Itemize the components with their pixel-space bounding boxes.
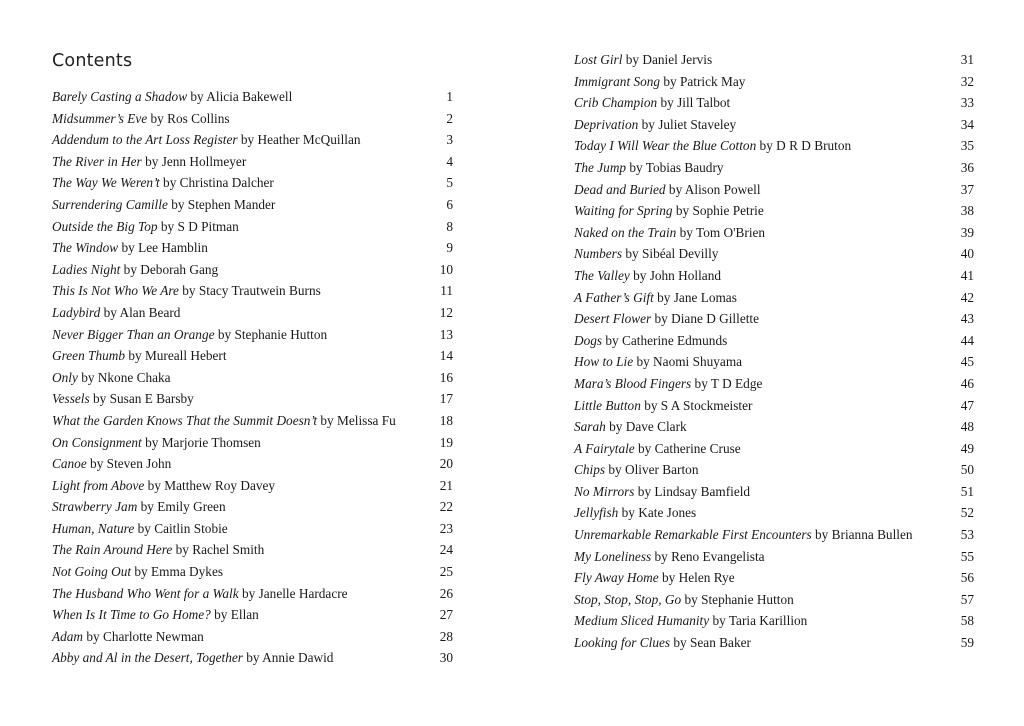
contents-entry: [574, 265, 974, 287]
story-author: by John Holland: [633, 267, 721, 283]
story-author: by S D Pitman: [160, 218, 239, 234]
contents-entry: [574, 287, 974, 309]
story-title: Looking for Clues: [574, 635, 671, 651]
entry-text: [52, 475, 275, 497]
page-number: 50: [960, 462, 974, 478]
contents-entry: [52, 388, 452, 410]
page-number: 32: [960, 73, 974, 89]
contents-entry: [574, 157, 974, 179]
contents-entry: [52, 604, 452, 626]
story-author: by T D Edge: [694, 375, 763, 391]
story-author: by Oliver Barton: [608, 462, 699, 478]
page-number: 49: [960, 440, 974, 456]
story-title: Today I Will Wear the Blue Cotton: [574, 138, 757, 154]
page-number: 35: [960, 138, 974, 154]
story-author: by Janelle Hardacre: [241, 585, 348, 601]
entry-text: [574, 71, 745, 93]
page-number: 37: [960, 181, 974, 197]
contents-entry: [574, 610, 974, 632]
story-title: Dogs: [574, 332, 603, 348]
story-title: Crib Champion: [574, 95, 658, 111]
story-title: The River in Her: [52, 153, 142, 169]
contents-entry: [52, 129, 452, 151]
story-author: by Alicia Bakewell: [190, 89, 293, 104]
page-number: 13: [439, 326, 453, 342]
contents-entry: [52, 453, 452, 475]
entry-text: [574, 200, 764, 222]
story-title: The Rain Around Here: [52, 542, 173, 558]
story-author: by Charlotte Newman: [86, 628, 204, 644]
story-author: by Stacy Trautwein Burns: [182, 283, 321, 299]
contents-entry: [574, 373, 974, 395]
story-author: by Lee Hamblin: [121, 240, 208, 256]
page-number: 52: [960, 505, 974, 521]
page-number: 43: [960, 311, 974, 327]
contents-entry: [574, 416, 974, 438]
entry-text: [52, 561, 223, 583]
contents-entry: [52, 410, 452, 432]
entry-text: [574, 135, 851, 157]
entry-text: [574, 502, 696, 524]
page-number: 34: [960, 116, 974, 132]
story-author: by Nkone Chaka: [81, 369, 171, 385]
story-author: by Alan Beard: [103, 304, 181, 320]
contents-entry: [574, 243, 974, 265]
story-title: Unremarkable Remarkable First Encounters: [574, 527, 812, 543]
entry-text: [52, 496, 226, 518]
story-title: Human, Nature: [52, 520, 135, 536]
page-number: 22: [439, 499, 453, 515]
story-title: Chips: [574, 462, 606, 478]
story-author: by Caitlin Stobie: [137, 520, 228, 536]
entry-text: [52, 302, 180, 324]
page-number: 25: [439, 564, 453, 580]
contents-list-right: [574, 49, 974, 654]
story-title: Vessels: [52, 391, 90, 407]
page-number: 3: [446, 132, 453, 148]
entry-text: [574, 179, 761, 201]
page-number: 24: [439, 542, 453, 558]
contents-entry: [52, 583, 452, 605]
entry-text: [52, 647, 333, 669]
contents-entry: [52, 172, 452, 194]
page-number: 38: [960, 203, 974, 219]
entry-text: [574, 481, 750, 503]
entry-text: [52, 151, 246, 173]
page-number: 28: [439, 628, 453, 644]
story-title: Medium Sliced Humanity: [574, 613, 710, 629]
entry-text: [52, 259, 218, 281]
page-number: 10: [439, 261, 453, 277]
page-number: 20: [439, 456, 453, 472]
story-title: Naked on the Train: [574, 224, 677, 240]
entry-text: [52, 604, 259, 626]
story-title: Adam: [52, 628, 84, 644]
entry-text: [52, 388, 194, 410]
contents-entry: [574, 351, 974, 373]
story-author: by Annie Dawid: [246, 650, 334, 666]
contents-entry: [52, 280, 452, 302]
contents-entry: [574, 589, 974, 611]
page-number: 4: [446, 153, 453, 169]
story-author: by Alison Powell: [668, 181, 761, 197]
entry-text: [574, 459, 698, 481]
story-author: by Jenn Hollmeyer: [145, 153, 247, 169]
story-author: by Sean Baker: [673, 635, 751, 651]
story-author: by D R D Bruton: [759, 138, 852, 154]
contents-entry: [52, 237, 452, 259]
story-author: by Patrick May: [663, 73, 746, 89]
page-number: 53: [960, 527, 974, 543]
story-title: Strawberry Jam: [52, 499, 138, 515]
contents-entry: [574, 114, 974, 136]
story-author: by Jill Talbot: [660, 95, 731, 111]
story-author: by Sibéal Devilly: [625, 246, 719, 262]
contents-list-left: [52, 86, 452, 669]
story-title: No Mirrors: [574, 483, 635, 499]
entry-text: [574, 330, 727, 352]
entry-text: [52, 345, 227, 367]
entry-text: [52, 280, 321, 302]
contents-entry: [52, 194, 452, 216]
page-number: 1: [446, 89, 453, 104]
entry-text: [574, 308, 759, 330]
page-number: 27: [439, 607, 453, 623]
contents-entry: [574, 330, 974, 352]
entry-text: [574, 567, 735, 589]
contents-entry: [52, 561, 452, 583]
page-number: 47: [960, 397, 974, 413]
entry-text: [574, 395, 752, 417]
story-author: by Naomi Shuyama: [636, 354, 743, 370]
entry-text: [574, 632, 751, 654]
page-number: 56: [960, 570, 974, 586]
story-title: A Father’s Gift: [574, 289, 654, 305]
page-number: 9: [446, 240, 453, 256]
entry-text: [574, 373, 762, 395]
entry-text: [574, 416, 687, 438]
contents-entry: [52, 259, 452, 281]
contents-entry: [52, 345, 452, 367]
story-author: by Rachel Smith: [175, 542, 265, 558]
entry-text: [52, 518, 228, 540]
story-author: by Catherine Cruse: [638, 440, 741, 456]
entry-text: [52, 194, 275, 216]
story-title: Ladies Night: [52, 261, 121, 277]
entry-text: [574, 243, 718, 265]
story-title: Little Button: [574, 397, 641, 413]
page-number: 55: [960, 548, 974, 564]
page-number: 14: [439, 348, 453, 364]
contents-entry: [52, 302, 452, 324]
entry-text: [52, 129, 361, 151]
story-title: Outside the Big Top: [52, 218, 158, 234]
entry-text: [52, 539, 264, 561]
entry-text: [52, 108, 230, 130]
contents-entry: [52, 475, 452, 497]
page-number: 40: [960, 246, 974, 262]
story-author: by Deborah Gang: [123, 261, 219, 277]
story-title: What the Garden Knows That the Summit Doesn’t: [52, 412, 318, 428]
story-author: by Emma Dykes: [134, 564, 224, 580]
contents-entry: [574, 502, 974, 524]
entry-text: [52, 626, 204, 648]
story-title: Mara’s Blood Fingers: [574, 375, 692, 391]
story-title: Canoe: [52, 456, 87, 472]
story-author: by Reno Evangelista: [654, 548, 765, 564]
page-number: 58: [960, 613, 974, 629]
page-number: 31: [960, 52, 974, 67]
page-title: Contents: [52, 51, 133, 71]
story-author: by Juliet Staveley: [641, 116, 737, 132]
page-number: 46: [960, 375, 974, 391]
page-number: 21: [439, 477, 453, 493]
contents-entry: [574, 92, 974, 114]
contents-entry: [574, 459, 974, 481]
story-title: The Window: [52, 240, 119, 256]
story-author: by Mureall Hebert: [128, 348, 227, 364]
story-author: by Daniel Jervis: [625, 52, 713, 67]
story-title: Barely Casting a Shadow: [52, 89, 188, 104]
page-number: 18: [439, 412, 453, 428]
contents-entry: [52, 518, 452, 540]
page-number: 6: [446, 196, 453, 212]
entry-text: [52, 583, 348, 605]
story-title: Green Thumb: [52, 348, 126, 364]
story-author: by Ros Collins: [150, 110, 230, 126]
story-author: by Diane D Gillette: [654, 311, 760, 327]
story-title: This Is Not Who We Are: [52, 283, 179, 299]
story-title: Addendum to the Art Loss Register: [52, 132, 238, 148]
page-number: 16: [439, 369, 453, 385]
entry-text: [574, 351, 742, 373]
page-number: 41: [960, 267, 974, 283]
page-number: 11: [440, 283, 453, 299]
entry-text: [574, 157, 724, 179]
contents-entry: [574, 200, 974, 222]
story-author: by Stephen Mander: [171, 196, 276, 212]
story-author: by Matthew Roy Davey: [147, 477, 276, 493]
contents-entry: [574, 438, 974, 460]
contents-entry: [52, 539, 452, 561]
entry-text: [574, 524, 913, 546]
entry-text: [52, 453, 171, 475]
story-title: Jellyfish: [574, 505, 619, 521]
story-title: Waiting for Spring: [574, 203, 673, 219]
story-title: Sarah: [574, 419, 606, 435]
story-title: The Jump: [574, 159, 627, 175]
contents-entry: [52, 432, 452, 454]
entry-text: [574, 546, 765, 568]
story-author: by Christina Dalcher: [163, 175, 274, 191]
story-title: The Valley: [574, 267, 630, 283]
story-title: Desert Flower: [574, 311, 652, 327]
page-number: 48: [960, 419, 974, 435]
contents-entry: [574, 308, 974, 330]
contents-entry: [52, 151, 452, 173]
story-title: Lost Girl: [574, 52, 623, 67]
story-title: Dead and Buried: [574, 181, 666, 197]
contents-entry: [574, 524, 974, 546]
story-author: by Heather McQuillan: [240, 132, 361, 148]
page-number: 44: [960, 332, 974, 348]
entry-text: [574, 92, 730, 114]
story-author: by Catherine Edmunds: [605, 332, 728, 348]
story-author: by Steven John: [90, 456, 172, 472]
contents-entry: [52, 367, 452, 389]
entry-text: [574, 49, 712, 71]
story-title: Surrendering Camille: [52, 196, 168, 212]
contents-entry: [52, 86, 452, 108]
page-number: 42: [960, 289, 974, 305]
story-title: When Is It Time to Go Home?: [52, 607, 211, 623]
story-author: by Tom O'Brien: [679, 224, 766, 240]
page-number: 33: [960, 95, 974, 111]
contents-entry: [574, 395, 974, 417]
story-author: by Stephanie Hutton: [684, 591, 794, 607]
entry-text: [52, 216, 239, 238]
page-number: 2: [446, 110, 453, 126]
contents-entry: [52, 108, 452, 130]
contents-entry: [52, 324, 452, 346]
contents-entry: [52, 647, 452, 669]
story-title: Midsummer’s Eve: [52, 110, 148, 126]
contents-entry: [574, 179, 974, 201]
story-title: Stop, Stop, Stop, Go: [574, 591, 682, 607]
story-title: The Husband Who Went for a Walk: [52, 585, 239, 601]
page-number: 17: [439, 391, 453, 407]
story-author: by Kate Jones: [621, 505, 697, 521]
story-author: by Dave Clark: [609, 419, 687, 435]
entry-text: [574, 438, 741, 460]
story-title: A Fairytale: [574, 440, 635, 456]
page-number: 57: [960, 591, 974, 607]
entry-text: [574, 222, 765, 244]
contents-entry: [52, 626, 452, 648]
entry-text: [52, 172, 274, 194]
story-author: by Emily Green: [140, 499, 226, 515]
story-title: Immigrant Song: [574, 73, 661, 89]
page-number: 36: [960, 159, 974, 175]
page-number: 8: [446, 218, 453, 234]
contents-entry: [574, 481, 974, 503]
story-title: The Way We Weren’t: [52, 175, 160, 191]
story-author: by Tobias Baudry: [629, 159, 724, 175]
page-number: 12: [439, 304, 453, 320]
contents-entry: [52, 216, 452, 238]
story-author: by Susan E Barsby: [93, 391, 194, 407]
story-title: Only: [52, 369, 78, 385]
contents-entry: [574, 49, 974, 71]
contents-entry: [574, 135, 974, 157]
story-title: Never Bigger Than an Orange: [52, 326, 215, 342]
contents-entry: [574, 71, 974, 93]
entry-text: [52, 432, 261, 454]
story-title: How to Lie: [574, 354, 634, 370]
page-number: 19: [439, 434, 453, 450]
story-title: Not Going Out: [52, 564, 132, 580]
story-title: On Consignment: [52, 434, 142, 450]
entry-text: [52, 367, 171, 389]
entry-text: [574, 589, 794, 611]
entry-text: [52, 324, 327, 346]
story-title: Numbers: [574, 246, 623, 262]
page-number: 59: [960, 635, 974, 651]
story-author: by Stephanie Hutton: [217, 326, 328, 342]
story-author: by Marjorie Thomsen: [145, 434, 261, 450]
story-author: by Taria Karillion: [712, 613, 808, 629]
page-number: 51: [960, 483, 974, 499]
story-title: Abby and Al in the Desert, Together: [52, 650, 243, 666]
story-author: by Brianna Bullen: [815, 527, 913, 543]
entry-text: [52, 237, 208, 259]
page-number: 26: [439, 585, 453, 601]
story-author: by Lindsay Bamfield: [637, 483, 751, 499]
page-number: 5: [446, 175, 453, 191]
page-number: 45: [960, 354, 974, 370]
page-number: 23: [439, 520, 453, 536]
story-title: Fly Away Home: [574, 570, 659, 586]
story-title: Light from Above: [52, 477, 145, 493]
entry-text: [574, 287, 737, 309]
story-author: by Ellan: [214, 607, 259, 623]
story-author: by Helen Rye: [662, 570, 735, 586]
page-number: 30: [439, 650, 453, 666]
entry-text: [52, 86, 292, 108]
contents-entry: [574, 567, 974, 589]
contents-entry: [574, 222, 974, 244]
entry-text: [574, 610, 807, 632]
page-number: 39: [960, 224, 974, 240]
story-author: by Melissa Fu: [320, 412, 396, 428]
contents-entry: [52, 496, 452, 518]
entry-text: [52, 410, 396, 432]
contents-entry: [574, 632, 974, 654]
story-author: by Jane Lomas: [657, 289, 737, 305]
contents-entry: [574, 546, 974, 568]
story-author: by S A Stockmeister: [644, 397, 753, 413]
entry-text: [574, 114, 736, 136]
story-author: by Sophie Petrie: [675, 203, 764, 219]
story-title: Deprivation: [574, 116, 639, 132]
story-title: My Loneliness: [574, 548, 652, 564]
story-title: Ladybird: [52, 304, 101, 320]
entry-text: [574, 265, 721, 287]
